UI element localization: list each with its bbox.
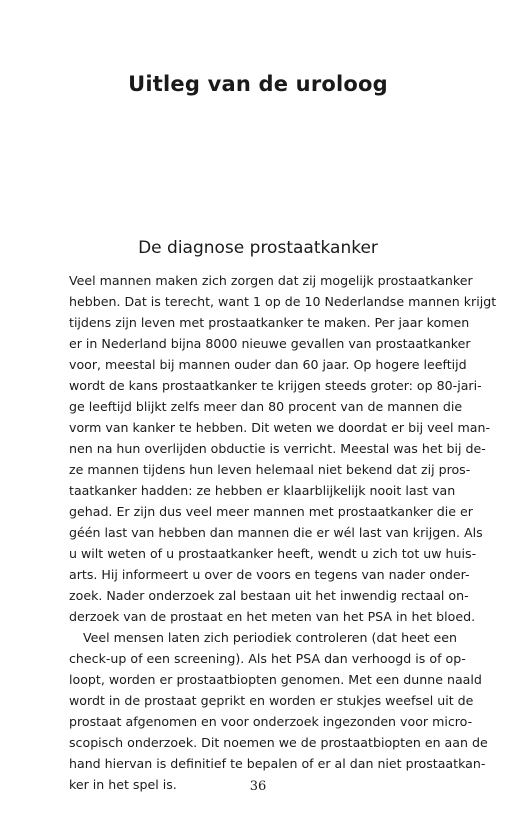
- text-line: hebben. Dat is terecht, want 1 op de 10 Nederlandse mannen krijgt: [69, 294, 497, 309]
- chapter-title: Uitleg van de uroloog: [128, 72, 388, 96]
- page-number: 36: [249, 779, 267, 794]
- section-title: De diagnose prostaatkanker: [138, 238, 378, 258]
- text-line: ge leeftijd blijkt zelfs meer dan 80 procent van de mannen die: [69, 399, 463, 414]
- text-line: derzoek van de prostaat en het meten van het PSA in het bloed.: [69, 609, 476, 624]
- text-line: Veel mensen laten zich periodiek controleren (dat heet een: [83, 630, 457, 645]
- text-line: u wilt weten of u prostaatkanker heeft, wendt u zich tot uw huis-: [69, 546, 477, 561]
- text-line: voor, meestal bij mannen ouder dan 60 jaar. Op hogere leeftijd: [69, 357, 467, 372]
- text-line: Veel mannen maken zich zorgen dat zij mogelijk prostaatkanker: [69, 273, 473, 288]
- text-line: hand hiervan is definitief te bepalen of er al dan niet prostaatkan-: [69, 756, 486, 771]
- text-line: tijdens zijn leven met prostaatkanker te maken. Per jaar komen: [69, 315, 470, 330]
- text-line: ze mannen tijdens hun leven helemaal niet bekend dat zij pros-: [69, 462, 471, 477]
- text-line: check-up of een screening). Als het PSA dan verhoogd is of op-: [69, 651, 466, 666]
- text-line: vorm van kanker te hebben. Dit weten we doordat er bij veel man-: [69, 420, 491, 435]
- body-text: [69, 270, 497, 795]
- text-line: prostaat afgenomen en voor onderzoek ingezonden voor micro-: [69, 714, 473, 729]
- paragraph: [69, 270, 497, 627]
- text-line: wordt in de prostaat geprikt en worden er stukjes weefsel uit de: [69, 693, 474, 708]
- text-line: nen na hun overlijden obductie is verricht. Meestal was het bij de-: [69, 441, 486, 456]
- paragraph: [69, 627, 488, 795]
- text-line: ker in het spel is.: [69, 777, 177, 792]
- text-line: scopisch onderzoek. Dit noemen we de prostaatbiopten en aan de: [69, 735, 488, 750]
- text-line: zoek. Nader onderzoek zal bestaan uit het inwendig rectaal on-: [69, 588, 469, 603]
- text-line: gehad. Er zijn dus veel meer mannen met prostaatkanker die er: [69, 504, 473, 519]
- text-line: loopt, worden er prostaatbiopten genomen. Met een dunne naald: [69, 672, 482, 687]
- text-line: er in Nederland bijna 8000 nieuwe gevallen van prostaatkanker: [69, 336, 471, 351]
- text-line: géén last van hebben dan mannen die er wél last van krijgen. Als: [69, 525, 483, 540]
- text-line: taatkanker hadden: ze hebben er klaarblijkelijk nooit last van: [69, 483, 456, 498]
- text-line: arts. Hij informeert u over de voors en tegens van nader onder-: [69, 567, 470, 582]
- text-line: wordt de kans prostaatkanker te krijgen steeds groter: op 80-jari-: [69, 378, 482, 393]
